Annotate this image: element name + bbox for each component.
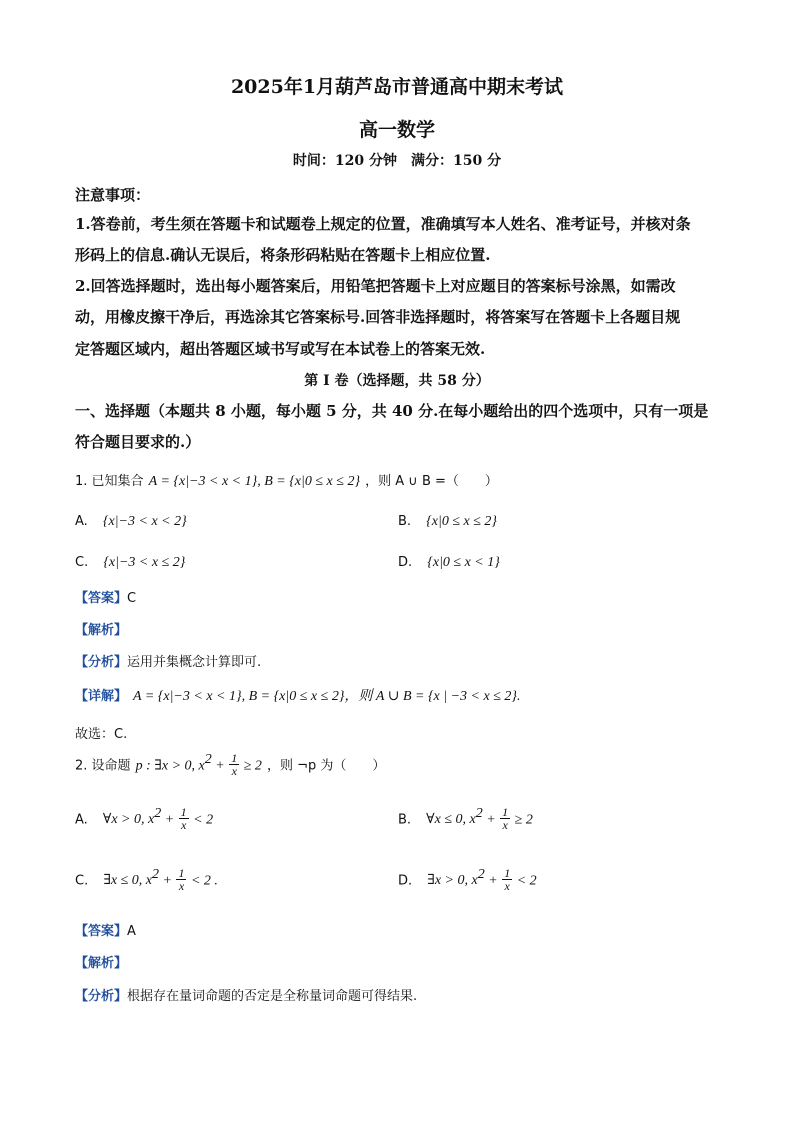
q1-analysis <box>75 619 127 638</box>
q1-option-b <box>398 510 497 530</box>
q2-option-c-square: 2 <box>152 867 160 882</box>
q2-option-c-label: C. <box>75 873 89 889</box>
q2-option-d-frac-den: x <box>504 879 510 894</box>
q2-option-d <box>398 867 537 892</box>
q2-option-b-square: 2 <box>475 806 483 821</box>
q1-fenxi-text: 运用并集概念计算即可. <box>127 655 262 670</box>
q2-analysis <box>75 952 127 971</box>
q2-option-d-text-a: ∃x > 0, x <box>427 873 478 889</box>
q2-option-b-label: B. <box>398 812 412 828</box>
q1-option-b-text: {x|0 ≤ x ≤ 2} <box>426 514 497 529</box>
q2-option-b-frac-den: x <box>502 818 508 833</box>
q1-answer-tag: 【答案】 <box>75 591 128 606</box>
q2-answer <box>75 920 136 939</box>
q1-option-a-label: A. <box>75 514 88 529</box>
q2-option-d-fraction <box>502 867 512 892</box>
q1-option-d-text: {x|0 ≤ x < 1} <box>427 555 500 570</box>
q2-option-a-frac-den: x <box>181 818 187 833</box>
q1-option-b-label: B. <box>398 514 412 529</box>
notes-item1-line2: 形码上的信息.确认无误后，将条形码粘贴在答题卡上相应位置. <box>75 246 491 264</box>
notes-item2-line1: 2.回答选择题时，选出每小题答案后，用铅笔把答题卡上对应题目的答案标号涂黑，如需改 <box>75 277 676 295</box>
q2-option-d-label: D. <box>398 873 413 889</box>
q2-option-c-text-a: ∃x ≤ 0, x <box>103 873 153 889</box>
q2-stem-fraction <box>229 752 239 777</box>
q2-stem-frac-den: x <box>231 764 237 779</box>
q2-option-c-frac-den: x <box>178 879 185 894</box>
q2-stem-math-b: ≥ 2 <box>240 758 262 774</box>
q2-option-b-plus: + <box>482 812 500 828</box>
q1-detail <box>75 685 521 705</box>
q2-option-d-frac-num: 1 <box>504 866 511 881</box>
q2-option-c <box>75 867 218 892</box>
notes-heading: 注意事项： <box>75 186 151 204</box>
q1-detail-tag: 【详解】 <box>75 689 128 704</box>
q2-option-b-text-a: ∀x ≤ 0, x <box>426 812 476 828</box>
q2-option-b-frac-num: 1 <box>502 805 509 820</box>
q2-option-c-frac-num: 1 <box>178 866 185 881</box>
q1-analysis-tag: 【解析】 <box>75 623 128 638</box>
q2-option-b <box>398 806 533 831</box>
q2-stem <box>75 752 385 777</box>
q2-stem-frac-num: 1 <box>231 751 238 766</box>
q2-option-c-fraction <box>176 867 186 892</box>
q1-option-d-label: D. <box>398 555 413 570</box>
q1-fenxi <box>75 651 261 670</box>
q1-option-d <box>398 551 500 571</box>
q2-option-a-plus: + <box>161 812 178 828</box>
q2-fenxi <box>75 985 417 1004</box>
q1-detail-text: A = {x|−3 < x < 1}, B = {x|0 ≤ x ≤ 2}，则 A ∪ B = {x | −3 < x ≤ 2}. <box>133 689 521 704</box>
q1-option-c <box>75 551 185 571</box>
notes-item2-line3: 定答题区域内，超出答题区域书写或写在本试卷上的答案无效. <box>75 340 486 358</box>
part1-heading-line2: 符合题目要求的.） <box>75 433 201 451</box>
q2-stem-square: 2 <box>204 752 212 767</box>
q1-stem-suffix: ，则 A ∪ B =（ ） <box>365 474 498 489</box>
exam-subject: 高一数学 <box>358 119 435 141</box>
q1-answer <box>75 587 136 606</box>
q1-option-a-text: {x|−3 < x < 2} <box>102 514 187 529</box>
q1-fenxi-tag: 【分析】 <box>75 655 128 670</box>
q2-option-c-text-b: < 2 . <box>187 873 218 889</box>
q1-option-c-text: {x|−3 < x ≤ 2} <box>103 555 186 570</box>
q2-option-a-text-a: ∀x > 0, x <box>102 812 155 828</box>
q2-stem-math-a: p : ∃x > 0, x <box>135 758 205 774</box>
volume-heading: 第 I 卷（选择题，共 58 分） <box>304 373 490 389</box>
q1-stem-math: A = {x|−3 < x < 1}, B = {x|0 ≤ x ≤ 2} <box>148 474 361 489</box>
q1-stem <box>75 470 498 490</box>
q2-option-b-text-b: ≥ 2 <box>511 812 533 828</box>
exam-title: 2025年1月葫芦岛市普通高中期末考试 <box>230 76 564 98</box>
q2-stem-prefix: 2. 设命题 <box>75 758 131 774</box>
q2-fenxi-tag: 【分析】 <box>75 989 128 1004</box>
q2-option-d-square: 2 <box>477 867 485 882</box>
q2-option-a-text-b: < 2 <box>189 812 214 828</box>
q2-option-a-label: A. <box>75 812 88 828</box>
q2-analysis-tag: 【解析】 <box>75 956 128 971</box>
q1-option-a <box>75 510 187 530</box>
notes-item2-line2: 动，用橡皮擦干净后，再选涂其它答案标号.回答非选择题时，将答案写在答题卡上各题目规 <box>75 308 681 326</box>
q1-choose-text: 故选：C. <box>75 727 128 742</box>
q2-stem-suffix: ，则 ¬p 为（ ） <box>267 758 386 774</box>
exam-time-info: 时间：120 分钟 满分：150 分 <box>292 153 502 169</box>
q2-option-a <box>75 806 213 831</box>
q2-stem-plus: + <box>211 758 229 774</box>
q2-option-d-text-b: < 2 <box>513 873 537 889</box>
part1-heading-line1: 一、选择题（本题共 8 小题，每小题 5 分，共 40 分.在每小题给出的四个选项中，只有一项是 <box>75 402 709 420</box>
q2-option-b-fraction <box>500 806 510 831</box>
q2-option-d-plus: + <box>484 873 502 889</box>
q2-fenxi-text: 根据存在量词命题的否定是全称量词命题可得结果. <box>127 989 418 1004</box>
q1-option-c-label: C. <box>75 555 89 570</box>
q2-option-c-plus: + <box>159 873 176 889</box>
q2-option-a-frac-num: 1 <box>180 805 187 820</box>
q2-answer-tag: 【答案】 <box>75 924 128 939</box>
q1-stem-prefix: 1. 已知集合 <box>75 474 144 489</box>
q1-answer-value: C <box>127 591 137 606</box>
q2-answer-value: A <box>127 924 136 939</box>
q2-option-a-square: 2 <box>154 806 162 821</box>
notes-item1-line1: 1.答卷前，考生须在答题卡和试题卷上规定的位置，准确填写本人姓名、准考证号，并核对条 <box>75 215 691 233</box>
q2-option-a-fraction <box>179 806 189 831</box>
q1-choose <box>75 723 127 742</box>
